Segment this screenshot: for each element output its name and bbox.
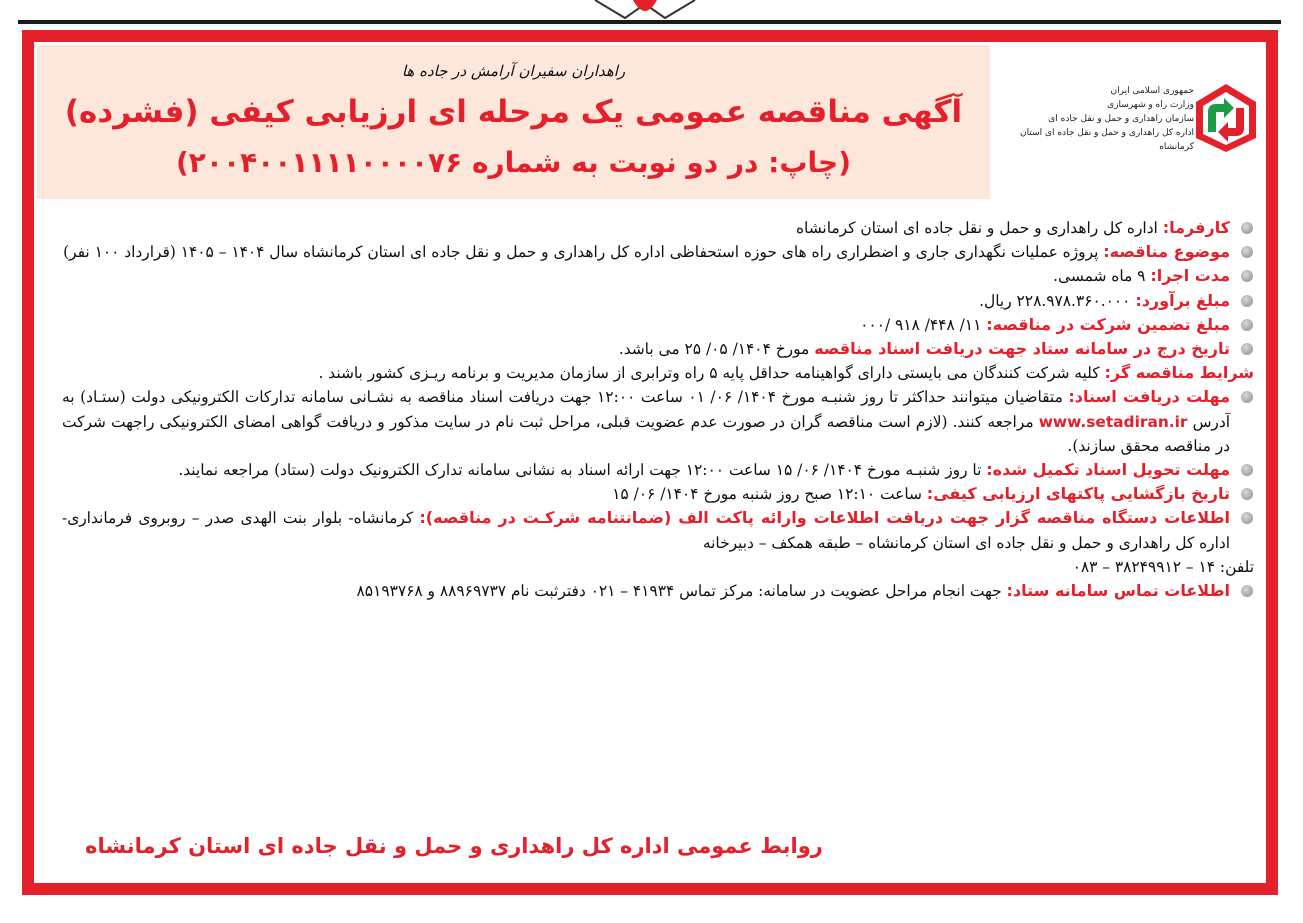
item-text: پروژه عملیات نگهداری جاری و اضطراری راه های حوزه استحفاظی اداره کل راهداری و حمل و نقل جاده ای استان کرمانشاه سال ۱۴۰۴ – ۱۴۰۵ (قرارداد ۱۰۰ نفر)	[63, 243, 1104, 262]
bullet-icon	[1241, 295, 1253, 307]
item-text: جهت انجام مراحل عضویت در سامانه: مرکز تماس ۴۱۹۳۴ – ۰۲۱ دفترثبت نام ۸۸۹۶۹۷۳۷ و ۸۵۱۹۳۷۶۸	[356, 582, 1007, 601]
list-item	[62, 458, 1254, 482]
notice-title: آگهی مناقصه عمومی یک مرحله ای ارزیابی کیفی (فشرده)	[64, 94, 963, 130]
top-rule	[18, 20, 1281, 24]
item-label: مهلت دریافت اسناد:	[1068, 387, 1231, 407]
item-label: مدت اجرا:	[1150, 266, 1230, 286]
bullet-icon	[1241, 246, 1253, 258]
item-label: تاریخ بازگشایی پاکتهای ارزیابی کیفی:	[926, 484, 1230, 504]
item-label: مبلغ برآورد:	[1135, 290, 1230, 310]
item-label: اطلاعات تماس سامانه ستاد:	[1006, 581, 1230, 601]
list-item	[62, 482, 1254, 506]
item-text: مراجعه کنند. (لازم است مناقصه گران در صورت عدم عضویت قبلی، مراحل ثبت نام در سایت مذکور و دریافت گواهی امضای الکترونیکی راجهت شرکت در مناقصه محقق سازند).	[62, 412, 1230, 455]
notice-frame	[22, 30, 1278, 895]
item-text: اداره کل راهداری و حمل و نقل جاده ای استان کرمانشاه	[795, 219, 1163, 237]
road-organization-logo-icon	[1194, 82, 1258, 154]
list-item	[62, 579, 1254, 603]
ministry-line: جمهوری اسلامی ایران	[1110, 86, 1194, 96]
bullet-icon	[1241, 512, 1253, 524]
item-text: کلیه شرکت کنندگان می بایستی دارای گواهینامه حداقل پایه ۵ راه وترابری از سازمان مدیریت و برنامه ریـزی کشور باشند .	[318, 364, 1105, 383]
item-label: کارفرما:	[1162, 218, 1230, 237]
bullet-icon	[1241, 488, 1253, 500]
item-label: موضوع مناقصه:	[1103, 242, 1230, 262]
list-item	[62, 264, 1254, 288]
top-ornament-icon	[585, 0, 705, 20]
item-label: اطلاعات دستگاه مناقصه گزار جهت دریافت اطلاعات وارائه پاکت الف (ضمانتنامه شرکـت در مناقصه):	[419, 508, 1230, 528]
notice-body	[34, 42, 1266, 883]
bullet-icon	[1241, 222, 1253, 234]
item-label: شرایط مناقصه گر:	[1104, 363, 1254, 383]
list-item	[62, 313, 1254, 337]
item-label: مبلغ تضمین شرکت در مناقصه:	[986, 314, 1230, 334]
item-text: ساعت ۱۲:۱۰ صبح روز شنبه مورخ ۱۴۰۴/ ۰۶/ ۱۵	[612, 485, 927, 504]
list-item	[62, 240, 1254, 264]
notice-content	[62, 216, 1254, 603]
item-text: ۹ ماه شمسی.	[1053, 267, 1151, 286]
item-label: مهلت تحویل اسناد تکمیل شده:	[986, 460, 1230, 480]
bullet-icon	[1241, 585, 1253, 597]
item-text: متقاضیان میتوانند حداکثر تا روز شنبـه مورخ ۱۴۰۴/ ۰۶/ ۰۱ ساعت ۱۲:۰۰ جهت دریافت اسناد مناقصه به نشـانی سامانه تدارکات الکترونیکی دولت (ستـاد) به آدرس	[62, 388, 1230, 431]
bullet-icon	[1241, 391, 1253, 403]
bullet-icon	[1241, 464, 1253, 476]
phone-text: تلفن: ۱۴ – ۳۸۲۴۹۹۱۲ – ۰۸۳	[1072, 557, 1254, 576]
list-item	[62, 216, 1254, 240]
item-text: تا روز شنبـه مورخ ۱۴۰۴/ ۰۶/ ۱۵ ساعت ۱۲:۰۰ جهت ارائه اسناد به نشانی سامانه تدارک الکترونیک دولت (ستاد) مراجعه نمایند.	[178, 461, 987, 480]
list-item	[62, 361, 1254, 385]
bullet-icon	[1241, 270, 1253, 282]
slogan: راهداران سفیران آرامش در جاده ها	[401, 62, 626, 80]
list-item	[62, 289, 1254, 313]
notice-print-number: (چاپ: در دو نوبت به شماره ۲۰۰۴۰۰۱۱۱۱۰۰۰۰۷۶)	[176, 146, 851, 179]
list-item	[62, 555, 1254, 579]
item-text: ۱۱/ ۴۴۸/ ۹۱۸ /۰۰۰	[860, 315, 987, 334]
list-item	[62, 337, 1254, 361]
ministry-line: وزارت راه و شهرسازی	[1107, 100, 1194, 110]
list-item	[62, 385, 1254, 458]
item-text: کرمانشاه- بلوار بنت الهدی صدر – روبروی فرمانداری- اداره کل راهداری و حمل و نقل جاده ای استان کرمانشاه – طبقه همکف – دبیرخانه	[62, 509, 1230, 552]
ministry-line: اداره کل راهداری و حمل و نقل جاده ای استان کرمانشاه	[1020, 128, 1194, 152]
footer-signature: روابط عمومی اداره کل راهداری و حمل و نقل جاده ای استان کرمانشاه	[85, 834, 823, 858]
bullet-icon	[1241, 319, 1253, 331]
bullet-icon	[1241, 343, 1253, 355]
ministry-text	[1004, 84, 1194, 154]
ministry-line: سازمان راهداری و حمل و نقل جاده ای	[1048, 114, 1194, 124]
item-text: ۲۲۸.۹۷۸.۳۶۰.۰۰۰ ریال.	[979, 291, 1136, 310]
item-text: مورخ ۱۴۰۴/ ۰۵/ ۲۵ می باشد.	[618, 340, 815, 359]
list-item	[62, 506, 1254, 554]
setadiran-link[interactable]: www.setadiran.ir	[1038, 412, 1188, 431]
item-label: تاریخ درج در سامانه ستاد جهت دریافت اسناد مناقصه	[814, 339, 1230, 359]
